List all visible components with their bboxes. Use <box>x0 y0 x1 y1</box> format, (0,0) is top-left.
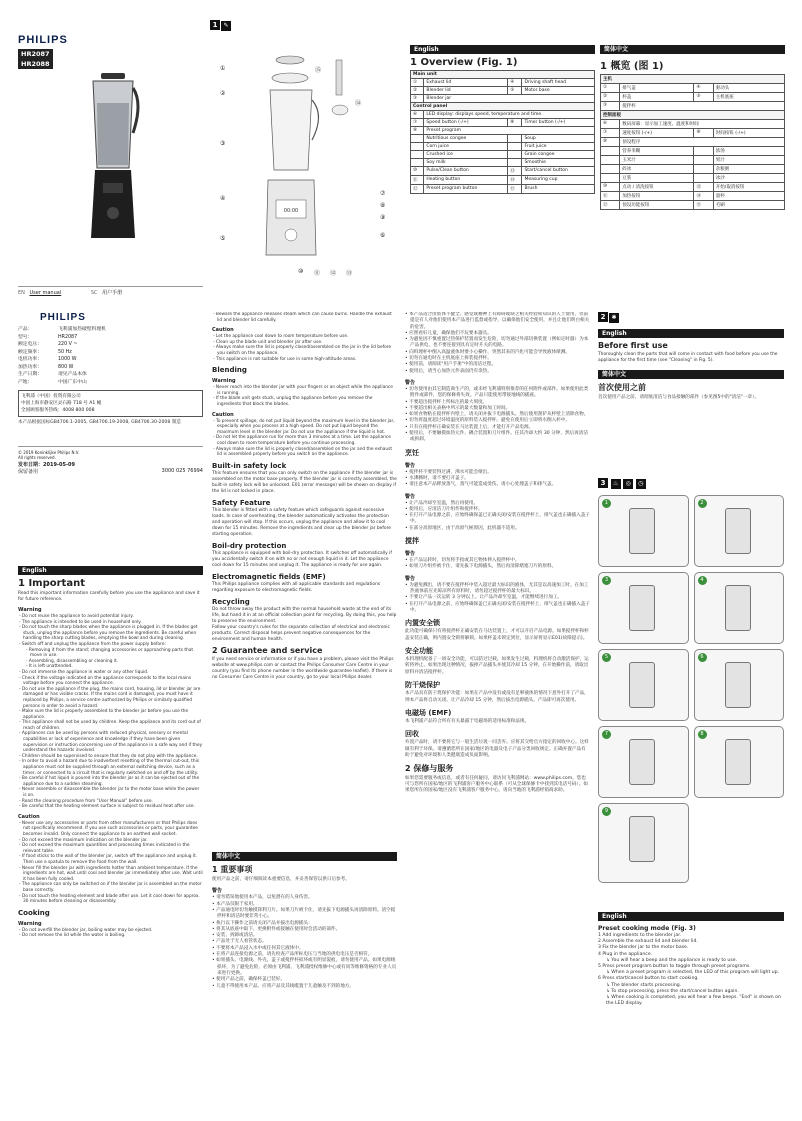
step-number: 3 <box>602 576 611 585</box>
list-item: - To prevent spillage, do not put liquid beyond the maximum level in the blender jar, especially when you process at a high speed. Do not put liquid beyond the maximum level in the blender jar. Do not use the appliance if the liquid is hot. <box>212 419 397 436</box>
warning-list <box>18 614 203 810</box>
preset-step: 2 Assemble the exhaust lid and blender lid. <box>598 939 698 945</box>
table-row: ⑦ Speed button (-/+) ⑧ Timer button (-/+) <box>411 119 595 127</box>
list-item: - Do not immerse the appliance in water or any other liquid. <box>18 670 203 676</box>
caution-list <box>212 334 397 362</box>
list-item: • 产品通电时切勿触摸锋利刀片。如果刀片被卡住，请先拔下电源插头再清除原料。清空搅拌杯和清洁时要非常小心。 <box>212 908 397 921</box>
figure-1 <box>210 20 400 282</box>
blending-warning-list <box>212 385 397 407</box>
step-illustration <box>598 572 689 644</box>
warning-label: 警告 <box>405 379 416 386</box>
section-title: 1 概览 (图 1) <box>600 61 664 72</box>
table-row: ⑥ LED display: displays speed, temperature and time. <box>411 111 595 119</box>
list-item: • 为避免因不慎重置过热保护装置而发生危险，切勿通过外部切换装置（例如定时器）为本产品供电，也不要连接到具有定时开关的电路。 <box>405 337 590 350</box>
preset-step: ↳ To stop processing, press the start/cancel button again. <box>606 988 739 994</box>
table-row: ⑩ 点动 / 清洗按钮 ⑬ 开始/取消按钮 <box>601 183 785 192</box>
company-address: 中国上海市静安区灵石路 718 号 A1 幢 <box>21 401 102 406</box>
jar-icon <box>725 508 751 554</box>
table-row: 玉米汁 果汁 <box>601 156 785 165</box>
display-readout: 00:00 <box>283 208 299 214</box>
safety-lock-heading: Built-in safety lock <box>212 461 287 470</box>
callout-1: ① <box>220 65 226 72</box>
callout-9: ⑨ <box>380 214 386 221</box>
list-item: - Never reach into the blender jar with your fingers or an object while the appliance is running. <box>212 385 397 396</box>
list-item: - Do not remove the lid while the water is boiling. <box>18 933 203 939</box>
step-illustration <box>598 726 689 798</box>
step-number: 4 <box>698 576 707 585</box>
jar-icon <box>629 508 655 554</box>
list-item: • 向料理杯中倒入高温液体时要小心操作，突然其来的汽化可能会导致液体喷溅。 <box>405 350 590 356</box>
code-row <box>18 468 203 475</box>
list-item: • 让产品冷却至室温，然后再使用。 <box>405 501 590 507</box>
company-box <box>18 390 203 417</box>
jar-icon <box>629 739 655 785</box>
callout-10: ⑩ <box>298 268 304 275</box>
callout-11: ⑪ <box>314 270 321 277</box>
table-row: 豆浆 冰沙 <box>601 174 785 183</box>
list-item: • 将其从底座中取下、更换附件或接触在使用时会活动的部件。 <box>212 927 397 933</box>
step-number: 5 <box>602 653 611 662</box>
list-item: - Always make sure the lid is properly closed/assembled on the jar in the lid before you switch on the appliance. <box>212 345 397 356</box>
preset-title: Preset cooking mode (Fig. 3) <box>598 925 696 932</box>
table-row: ⑫ Preset program button ⑮ Brush <box>411 185 595 194</box>
spec-logo: PHILIPS <box>40 312 86 323</box>
manual-label-cn: 用户手册 <box>102 290 123 296</box>
caution-label: Caution <box>212 327 234 334</box>
list-item: - Switch off and unplug the appliance from the power supply before: <box>18 642 203 648</box>
table-row: ⑥ 数码屏幕：显示加工速度、温度和时间 <box>601 120 785 129</box>
list-item: • 使用后，应清洁刀片组件和搅拌杯。 <box>405 507 590 513</box>
callout-7: ⑦ <box>380 190 386 197</box>
overview-en <box>410 45 595 280</box>
step-illustration <box>598 495 689 567</box>
list-item: • 搅拌杯不要装得过满，沸水可能会喷出。 <box>405 470 590 476</box>
table-row: Corn juice Fruit juice <box>411 143 595 151</box>
emf-text-cn: 本飞利浦产品符合所有有关暴露于电磁场的适用标准和法规。 <box>405 718 530 724</box>
section-number: 3 <box>598 478 608 488</box>
before-first-use-title: Before first use <box>598 341 668 350</box>
jar-icon <box>629 816 655 862</box>
company-hotline: 全国顾客服务热线：4008 800 008 <box>21 408 95 413</box>
table-row: ⑪ 加热按钮 ⑭ 量杯 <box>601 192 785 201</box>
warning-list-cn <box>405 387 590 444</box>
cooking-list-cn <box>405 470 590 489</box>
list-item: - Read the cleaning procedure from "User Manual" before use. <box>18 799 203 805</box>
step-illustration <box>598 803 689 883</box>
list-item: • 使用前，请阅读"用户手册"中的清洁过程。 <box>405 362 590 368</box>
list-item: • 切勿将温度超过环境温度的原料装入搅拌杯。避免在使用后立即将水倒入杯中。 <box>405 418 590 424</box>
warning-label: 警告 <box>405 462 416 469</box>
cooking-heading-cn: 烹饪 <box>405 448 419 457</box>
lang-header: 简体中文 <box>212 852 397 861</box>
warning-label: 警告 <box>405 551 416 558</box>
list-item: - Assembling, disassembling or cleaning it. <box>18 659 203 665</box>
list-item: • 产品处于无人看管状态。 <box>212 939 397 945</box>
before-first-use-text-cn: 首次使用产品之前，请彻底清洁与食品接触的部件（参见图5中的"清洁"一章）。 <box>598 395 760 400</box>
preset-step: 4 Plug in the appliance. <box>598 951 653 957</box>
list-item: • 在打开产品电源之前，应始终确保盖已正确关闭/安装在搅拌杯上，排气盖也正确插入盖子中。 <box>405 602 590 615</box>
section-title: 1 Important <box>18 578 85 589</box>
recycling-heading: Recycling <box>212 597 250 606</box>
list-item: - Do not exceed the maximum indication on the blender jar. <box>18 838 203 844</box>
sparkle-icon: ✱ <box>609 313 619 323</box>
blending-heading: Blending <box>212 366 247 375</box>
spec-row: 加热功率： 800 W <box>18 364 74 370</box>
callout-8: ⑧ <box>380 202 386 209</box>
before-first-use-title-cn: 首次使用之前 <box>598 383 646 392</box>
callout-5: ⑤ <box>220 235 226 242</box>
spec-row: 额定频率： 50 Hz <box>18 349 72 355</box>
guarantee-heading-cn: 2 保修与服务 <box>405 763 454 773</box>
step-number: 2 <box>698 499 707 508</box>
preset-step: 6 Press start/cancel button to start cooking. <box>598 976 699 982</box>
spec-list <box>18 326 203 386</box>
callout-15: ⑮ <box>315 67 322 74</box>
list-item: - Do not use the appliance if the plug, the mains cord, housing, lid or blender jar are damaged or has visible cracks. If the mains cord is damaged, you must have it replaced by Philips, a service centre authorized by Philips or similarly qualified persons in order to avoid a hazard. <box>18 687 203 709</box>
step-number: 8 <box>698 730 707 739</box>
heat-icon: ♨ <box>611 479 621 489</box>
list-item: - Do not reuse the appliance to avoid potential injury. <box>18 614 203 620</box>
lang-header: 简体中文 <box>598 370 784 379</box>
list-item: • 为避免溅出，请不要在搅拌杯中装入超过最大标识的液体，尤其是以高速加工时。在加工热液体前应先晾凉所有原料时，请勿超过搅拌杯的最大标识。 <box>405 583 590 596</box>
copyright: © 2019 Koninklijke Philips N.V. <box>18 450 80 456</box>
lang-header: English <box>598 912 784 921</box>
list-item: - Never assemble or disassemble the blender jar to the motor base while the power is on. <box>18 787 203 798</box>
overview-table <box>410 70 595 194</box>
recycling-text-cn: 弃置产品时，请不要将它与一般生活垃圾一同丢弃。应将其交给官方指定的回收中心。这样做有利于环保。请遵循您所在国家/地区的电器及电子产品分类回收规定。正确弃置产品有助于避免对环境和人类健康造成负面影响。 <box>405 740 589 759</box>
warning-label: Warning <box>18 920 42 927</box>
list-item: • 执行以下操作之前请关闭产品并拔出电源插头： <box>212 921 397 927</box>
cover-logo: PHILIPS <box>18 34 68 46</box>
list-item: • 如果插头、电源线、外壳、盖子或搅拌杯损坏或有明显裂痕，请勿使用产品。如果电源线损坏，为了避免危险，必须由飞利浦、飞利浦授权维修中心或有同等维修资格的专业人员来进行更换。 <box>212 958 397 977</box>
table-row: ③ 搅拌杯 <box>601 102 785 111</box>
list-item: - Appliances can be used by persons with reduced physical, sensory or mental capabilities or lack of experience and knowledge if they have been given supervision or instruction concerning use of the appliance in a safe way and if they understand the hazards involved. <box>18 731 203 753</box>
guarantee-text: If you need service or information or if you have a problem, please visit the Philips website at www.philips.com or contact the Philips Consumer Care Centre in your country (you find its phone number in the worldwide guarantee leaflet). If there is no Consumer Care Centre in your country, go to your local Philips dealer. <box>212 656 394 680</box>
section-3 <box>598 478 784 898</box>
safety-lock-text-cn: 此功能可确保只有将搅拌杯正确安装在马达装置上，才可以开启产品电源。如果搅拌杯和杯盖安装正确，则内置安全锁将解锁。如果杯盖未锁定到位，显示屏将显示E01(故障提示)。 <box>405 629 589 641</box>
manual-label-row <box>18 286 203 296</box>
table-row: ⑨ 预设程序 <box>601 138 785 147</box>
callout-14: ⑭ <box>355 100 362 107</box>
main-unit-header: 主机 <box>601 75 785 84</box>
list-item: - Do not overfill the blender jar, boiling water may be ejected. <box>18 928 203 934</box>
table-row: ③ Blender jar <box>411 95 595 103</box>
steps-grid <box>598 495 784 883</box>
list-item: • 不要超出搅拌杯上所标注的最大刻度。 <box>405 400 590 406</box>
warranty-label: 保留备用 <box>18 469 39 476</box>
preset-step: 3 Fix the blender jar to the motor base. <box>598 945 689 951</box>
warning-label: 警告 <box>212 888 223 895</box>
list-item: • 只有在搅拌杯正确安装在马达装置上后，才能打开产品电源。 <box>405 425 590 431</box>
clock-icon: ◷ <box>636 479 646 489</box>
table-row: Soy milk Smoothie <box>411 159 595 167</box>
caution-list <box>18 821 203 905</box>
list-item: - Removing it from the stand; changing accessories or approaching parts that move in use. <box>18 648 203 659</box>
table-row: ⑪ Heating button ⑭ Measuring cup <box>411 176 595 185</box>
cn-col3 <box>405 312 590 1112</box>
list-item: - Always make sure the lid is properly closed/assembled on the jar and the exhaust lid is assembled properly before you switch on the appliance. <box>212 447 397 458</box>
step-illustration <box>694 495 785 567</box>
list-item: - Let the appliance cool down to room temperature before use. <box>212 334 397 340</box>
list-item: • 在产品运转时，切勿将手指或其它物体伸入搅拌杯中。 <box>405 558 590 564</box>
list-item: • 水沸腾时，请不要打开盖子。 <box>405 476 590 482</box>
release-date: 发布日期：2019-05-09 <box>18 462 75 469</box>
spec-row: 型号： HR2087 <box>18 334 78 340</box>
recycling-heading-cn: 回收 <box>405 730 419 739</box>
list-item: - Never fill the blender jar with ingredients hotter than ambient temperature. If the ingredients are hot, wait until cool and blender jar immediately after use. Wait until it has been fully cooled. <box>18 866 203 883</box>
en-col1 <box>18 566 203 1111</box>
step-illustration <box>694 726 785 798</box>
preset-step: ↳ The blender starts processing. <box>606 982 682 988</box>
company-name: 飞利浦（中国）投资有限公司 <box>21 394 81 399</box>
step-illustration <box>694 572 785 644</box>
callout-3: ③ <box>220 140 226 147</box>
callout-12: ⑫ <box>330 270 337 277</box>
list-item: • 不要让产品一次运转 3 分钟以上。让产品冷却至室温，才能继续进行加工。 <box>405 595 590 601</box>
safety-feature-text-cn: 本料理机配备了一项安全功能，可以防过过载。如果发生过载，料理机将自动激活保护，运转将停止。如果出现这种情况，拔掉产品插头并使其冷却 15 分钟。在开始操作前，请取出原料并清洁搅拌杯。 <box>405 656 589 675</box>
safety-feature-heading: Safety Feature <box>212 498 271 507</box>
caution-label: Caution <box>212 411 234 418</box>
model-label: HR2087 <box>18 49 53 59</box>
list-item: • 本产品适合由肢体不健全、感觉或精神上有障碍或缺乏相关经验和知识的人士使用，但前提是有人对他们使用本产品进行监督或指导，以确保他们安全使用，并且让他们明白相关的危害。 <box>405 312 590 331</box>
book-icon: ✎ <box>221 21 231 31</box>
preset-step: 1 Add ingredients to the blender jar. <box>598 933 682 938</box>
list-item: • 切勿使用由其它制造商生产的，或未经飞利浦特别推荐的任何附件或部件。如果使用此类附件或部件，您的保修将失效。产品只能使用带接地线的插座。 <box>405 387 590 400</box>
list-item: • 使用产品之前，确保杯盖已装好。 <box>212 977 397 983</box>
step-number: 1 <box>602 499 611 508</box>
list-item: - Be careful that the heating element surface is subject to residual heat after use. <box>18 804 203 810</box>
list-item: - Do not touch the heating element and blade after use. Let it cool down for approx. 30 minutes before cleaning or disassembly. <box>18 894 203 905</box>
table-row: ⑨ Preset program <box>411 127 595 135</box>
list-item: - If the blade unit gets stuck, unplug the appliance before you remove the ingredients that block the blades. <box>212 396 397 407</box>
blender-photo <box>83 73 143 243</box>
list-item: - Be careful if hot liquid is poured into the blender jar as it can be ejected out of the appliance due to a sudden steaming. <box>18 776 203 787</box>
list-item: • 切勿在通电时在主机底座上拆装搅拌杯。 <box>405 356 590 362</box>
caution-label: Caution <box>18 813 40 820</box>
jar-icon <box>629 585 655 631</box>
spec-row: 额定电压： 220 V ~ <box>18 342 78 347</box>
lang-sc: SC <box>90 290 98 296</box>
list-item: - Children should be supervised to ensure that they do not play with the appliance. <box>18 754 203 760</box>
blending-list-cn <box>405 558 590 571</box>
intro-text-cn: 使用产品之前，请仔细阅读本重要信息，并妥善保管以供日后参考。 <box>212 877 350 882</box>
guarantee-text-cn: 如果您需要服务或信息，或者有任何疑问，请访问飞利浦网站：www.philips.com。您也可与您所在国家/地区的飞利浦客户服务中心联系（可从全球保修卡中找到其电话号码）。如果您所在的国家/地区没有飞利浦客户服务中心，请向当地的飞利浦经销商求助。 <box>405 775 589 794</box>
step-number: 6 <box>698 653 707 662</box>
step-number: 7 <box>602 730 611 739</box>
list-item: - The appliance is intended to be used in household only. <box>18 620 203 626</box>
list-item: - Beware the appliance releases steam which can cause burns. Handle the exhaust lid and blender lid carefully. <box>212 312 397 323</box>
recycling-text: Do not throw away the product with the normal household waste at the end of its life, but hand it in at an official collection point for recycling. By doing this, you help to preserve the environment. <box>212 606 397 624</box>
table-row: ⑫ 预设功能按钮 ⑮ 毛刷 <box>601 201 785 210</box>
section-title: 1 Overview (Fig. 1) <box>410 57 518 68</box>
list-item: - The appliance can only be switched on if the blender jar is assembled on the motor base correctly. <box>18 882 203 893</box>
lang-en: EN <box>18 290 25 296</box>
lang-header: English <box>18 566 203 575</box>
boil-dry-text-cn: 本产品具有防干烧保护功能：如果在产品中没有或没有足够液体的情况下意外打开了产品，则本产品将自动关闭。让产品冷却 15 分钟，然后拔出电源插头。产品即可再次使用。 <box>405 691 589 703</box>
boil-dry-text: This appliance is equipped with boil-dry protection. It switches off automatically if you accidentally switch it on with no or not enough liquid in it. Let the appliance cool down for 15 minutes and unplug it. The appliance is ready for use again. <box>212 550 392 568</box>
list-item: • 使用后，请当心加热元件表面仍有余热。 <box>405 369 590 375</box>
list-item: • 使用后，不要触摸加热元件、耦合装置和刀片组件。任其冷却大约 30 分钟，然后再清洁或拆卸。 <box>405 431 590 444</box>
intro-text: Read this important information carefully before you use the appliance and save it for future reference. <box>18 591 200 602</box>
blending-caution-list <box>212 419 397 458</box>
section-number: 1 <box>210 20 220 30</box>
list-item: - This appliance shall not be used by children. Keep the appliance and its cord out of reach of children. <box>18 720 203 731</box>
list-item: • 应照看好儿童，确保他们不玩要本器具。 <box>405 331 590 337</box>
recycling-text-2: Follow your country's rules for the separate collection of electrical and electronic products. Correct disposal helps prevent negative consequences for the environment and human health. <box>212 624 390 642</box>
lang-header: English <box>598 329 784 338</box>
list-item: - It is left unattended. <box>18 664 203 670</box>
safety-lock-text: This feature ensures that you can only switch on the appliance if the blender jar is assembled on the motor base properly. If the blender jar is correctly assembled, the built-in safety lock will be unlocked. E01 (error message) will be shown on display if the lid is not locked in place. <box>212 470 397 494</box>
manual-label: User manual <box>29 290 62 296</box>
warning-label: Warning <box>212 378 236 385</box>
spec-panel <box>18 312 203 562</box>
spec-row: 生产日期： 请见产品本体 <box>18 372 87 377</box>
control-panel-header: 控制面板 <box>601 111 785 120</box>
control-panel-header: Control panel <box>411 103 595 111</box>
emf-text: This Philips appliance complies with all applicable standards and regulations regarding exposure to electromagnetic fields. <box>212 581 381 593</box>
list-item: • 请注意本产品释放蒸气，蒸气可能造成烫伤。请小心处理盖子和排气盖。 <box>405 482 590 488</box>
cooking-list <box>18 928 203 939</box>
safety-lock-heading-cn: 内置安全锁 <box>405 619 440 628</box>
preset-cooking <box>598 912 784 1110</box>
cooking-list-cn-2 <box>405 501 590 532</box>
doc-code: 3000 025 76994 <box>161 468 203 475</box>
warning-label: Warning <box>18 607 42 613</box>
table-row: ⑩ Pulse/Clean button ⑬ Start/cancel button <box>411 167 595 176</box>
table-row: Crushed ice Grain congee <box>411 151 595 159</box>
spec-row: 产品： 飞利浦加热破壁料理机 <box>18 327 106 332</box>
list-item: • 在部分高原地区，由于高原气候原因，此机器不适用。 <box>405 526 590 532</box>
section-title: 1 重要事项 <box>212 865 253 874</box>
model-label: HR2088 <box>18 59 53 69</box>
overview-cn <box>600 45 785 280</box>
list-item: - Do not touch the sharp blades when the appliance is plugged in. If the blades get stuck, unplug the appliance before you remove the ingredients. Be careful when handling the sharp cutting blades, emptying the bowl and during cleaning. <box>18 625 203 642</box>
list-item: - If food sticks to the wall of the blender jar, switch off the appliance and unplug it. Then use a spatula to remove the food from the wall. <box>18 854 203 865</box>
blender-image <box>83 73 143 243</box>
copyright-block <box>18 446 203 475</box>
preset-step: ↳ When cooking is completed, you will hear a few beeps. "End" is shown on the LED display. <box>606 995 781 1007</box>
list-item: - Do not let the appliance run for more than 3 minutes at a time. Let the appliance cool down to room temperature before you continue processing. <box>212 435 397 446</box>
exploded-view <box>250 40 360 280</box>
blending-list-cn-2 <box>405 583 590 614</box>
preset-step: ↳ You will hear a beep and the appliance is ready to use. <box>606 957 738 963</box>
list-item: - Never use any accessories or parts from other manufacturers or that Philips does not specifically recommend. If you use such accessories or parts, your guarantee becomes invalid. Only connect the appliance to an earthed wall socket. <box>18 821 203 838</box>
table-row: ② Blender lid ⑤ Motor base <box>411 87 595 95</box>
en-col2 <box>212 312 397 852</box>
safety-feature-heading-cn: 安全功能 <box>405 646 433 655</box>
list-item: • 如果食物粘在搅拌杯内壁上，请关闭并拔下电源插头。然后使用刮铲从杯壁上清除食物。 <box>405 412 590 418</box>
callout-13: ⑬ <box>346 270 353 277</box>
warning-label: 警告 <box>405 575 416 582</box>
list-item: • 本产品仅限于家用。 <box>212 902 397 908</box>
table-row: 碎冰 杂粮粥 <box>601 165 785 174</box>
lang-header: English <box>410 45 595 54</box>
list-item: • 在打开产品电源之前，应始终确保盖已正确关闭/安装在搅拌杯上，排气盖也正确插入盖子中。 <box>405 513 590 526</box>
warning-list-cn <box>212 895 397 989</box>
callout-4: ④ <box>220 195 226 202</box>
overview-table-cn <box>600 74 785 210</box>
list-item: - Clean up the blade unit and blender jar after use. <box>212 340 397 346</box>
jar-icon <box>629 662 655 708</box>
warning-label: 警告 <box>405 493 416 500</box>
callout-6: ⑥ <box>380 232 386 239</box>
list-item: - Check if the voltage indicated on the appliance corresponds to the local mains voltage before you connect the appliance. <box>18 676 203 687</box>
list-item: - In order to avoid a hazard due to inadvertent resetting of the thermal cut-out, this appliance must not be supplied through an external switching device, such as a timer, or connected to a circuit that is regularly switched on and off by the utility. <box>18 759 203 776</box>
jar-icon <box>725 585 751 631</box>
list-item: - This appliance is not suitable for use in some high-altitude areas. <box>212 357 397 363</box>
list-item: - Make sure the lid is properly assembled to the blender jar before you use the appliance. <box>18 709 203 720</box>
list-item: • 不要将本产品浸入水中或任何其它液体中。 <box>212 946 397 952</box>
lang-header: 简体中文 <box>600 45 785 54</box>
preset-step: 5 Press preset program button to toggle through preset programs. <box>598 964 751 970</box>
list-item: • 如果刀片组件被卡住，请先拔下电源插头，然后再清除堵塞刀片的原料。 <box>405 564 590 570</box>
main-unit-header: Main unit <box>411 71 595 79</box>
preset-step: ↳ When a preset program is selected, the LED of this program will light up. <box>606 970 779 976</box>
list-item: • 不要超出相关表格中所示的最大数量和加工时间。 <box>405 406 590 412</box>
safety-feature-text: This blender is fitted with a safety feature which safeguards against excessive loads. In case of overheating, the blender automatically activates the protection and operation will stop. If this occurs, unplug the appliance and allow it to cool down for 15 minutes. Remove the ingredients and clear up the blender jar before starting operation. <box>212 507 392 537</box>
section-2 <box>598 312 784 467</box>
table-row: ⑦ 速度按钮 (-/+) ⑧ 时间按钮 (-/+) <box>601 129 785 138</box>
preset-steps <box>598 933 784 1007</box>
blending-heading-cn: 搅拌 <box>405 537 419 546</box>
cover-panel <box>18 28 203 296</box>
table-row: ② 杯盖 ⑤ 主机底座 <box>601 93 785 102</box>
step-illustration <box>598 649 689 721</box>
boil-dry-heading-cn: 防干烧保护 <box>405 681 440 690</box>
list-item: - Do not exceed the maximum quantities and processing times indicated in the relevant table. <box>18 843 203 854</box>
section-number: 2 <box>598 312 608 322</box>
list-item: • 在将产品连接电源之前，请先检查产品所标电压与当地的供电电压是否相符。 <box>212 952 397 958</box>
cooking-heading: Cooking <box>18 908 50 917</box>
table-row: 营养米糊 浓汤 <box>601 147 785 156</box>
before-first-use-text: Thoroughly clean the parts that will come in contact with food before you use the appliance for the first time (see "Cleaning" in Fig. 5). <box>598 352 778 363</box>
table-row: Nutritious congee Soup <box>411 135 595 143</box>
blend-icon: ◎ <box>623 479 633 489</box>
boil-dry-heading: Boil-dry protection <box>212 541 287 550</box>
cn-col2 <box>212 852 397 1112</box>
guarantee-heading: 2 Guarantee and service <box>212 645 323 655</box>
table-row: ① 排气盖 ④ 驱动头 <box>601 84 785 93</box>
safety-list-cn <box>405 312 590 375</box>
spec-row: 产地： 中国广东中山 <box>18 379 87 385</box>
step-illustration <box>694 649 785 721</box>
steam-list <box>212 312 397 323</box>
spec-row: 电机功率： 1000 W <box>18 357 77 362</box>
jar-icon <box>725 662 751 708</box>
step-number: 9 <box>602 807 611 816</box>
list-item: • 请勿错误地使用本产品，以免潜在的人身伤害。 <box>212 895 397 901</box>
emf-heading-cn: 电磁场 (EMF) <box>405 708 452 717</box>
jar-icon <box>725 739 751 785</box>
table-row: ① Exhaust lid ④ Driving shaft head <box>411 79 595 87</box>
callout-2: ② <box>220 90 226 97</box>
rights: All rights reserved. <box>18 455 56 461</box>
list-item: • 儿童不得使用本产品。应将产品及其线缆置于儿童触及不到的地方。 <box>212 984 397 990</box>
list-item: • 安装、拆卸或清洁。 <box>212 933 397 939</box>
emf-heading: Electromagnetic fields (EMF) <box>212 572 326 581</box>
standard-text: 本产品根据国标GB4706.1-2005, GB4706.19-2008, GB4706.30-2008 制造 <box>18 420 181 425</box>
